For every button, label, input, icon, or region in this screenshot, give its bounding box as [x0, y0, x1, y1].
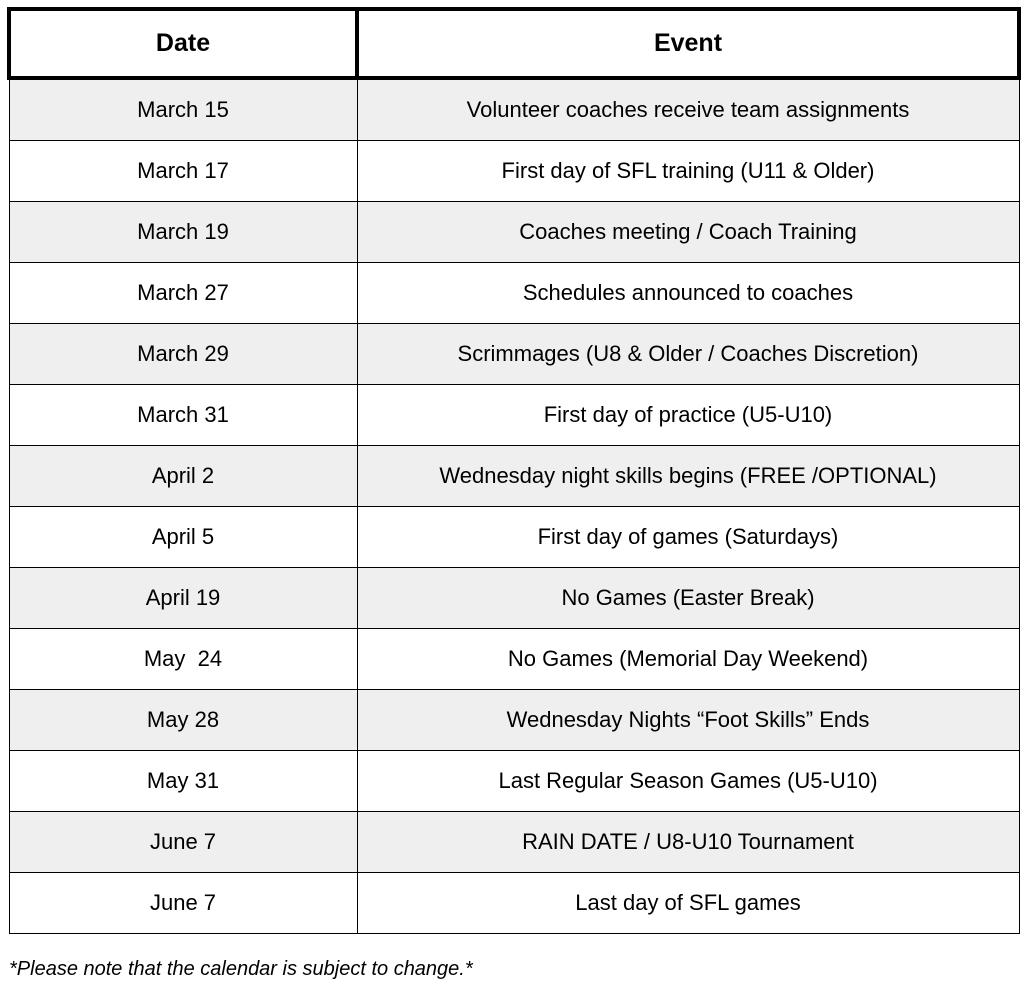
event-cell: Scrimmages (U8 & Older / Coaches Discretion) — [357, 324, 1019, 385]
date-cell: May 31 — [9, 751, 357, 812]
event-cell: Last day of SFL games — [357, 873, 1019, 934]
event-cell: First day of practice (U5-U10) — [357, 385, 1019, 446]
event-cell: Coaches meeting / Coach Training — [357, 202, 1019, 263]
date-cell: March 15 — [9, 78, 357, 141]
event-cell: First day of SFL training (U11 & Older) — [357, 141, 1019, 202]
event-cell: Wednesday night skills begins (FREE /OPTIONAL) — [357, 446, 1019, 507]
date-column-header: Date — [9, 9, 357, 78]
date-cell: March 19 — [9, 202, 357, 263]
table-row — [9, 690, 1019, 751]
event-cell: RAIN DATE / U8-U10 Tournament — [357, 812, 1019, 873]
date-cell: March 31 — [9, 385, 357, 446]
event-column-header: Event — [357, 9, 1019, 78]
event-cell: Wednesday Nights “Foot Skills” Ends — [357, 690, 1019, 751]
table-row — [9, 812, 1019, 873]
table-row — [9, 873, 1019, 934]
date-cell: April 2 — [9, 446, 357, 507]
footnote: *Please note that the calendar is subject to change.* — [9, 958, 473, 980]
date-cell: March 27 — [9, 263, 357, 324]
table-row — [9, 385, 1019, 446]
date-cell: April 19 — [9, 568, 357, 629]
table-header — [9, 9, 1019, 78]
table-row — [9, 751, 1019, 812]
date-cell: June 7 — [9, 812, 357, 873]
date-cell: June 7 — [9, 873, 357, 934]
event-cell: No Games (Memorial Day Weekend) — [357, 629, 1019, 690]
schedule-table — [7, 7, 1021, 934]
table-row — [9, 324, 1019, 385]
date-cell: March 29 — [9, 324, 357, 385]
date-cell: May 28 — [9, 690, 357, 751]
event-cell: Schedules announced to coaches — [357, 263, 1019, 324]
table-body — [9, 78, 1019, 934]
date-cell: May 24 — [9, 629, 357, 690]
table-row — [9, 568, 1019, 629]
date-cell: April 5 — [9, 507, 357, 568]
table-row — [9, 629, 1019, 690]
table-row — [9, 202, 1019, 263]
event-cell: First day of games (Saturdays) — [357, 507, 1019, 568]
event-cell: Last Regular Season Games (U5-U10) — [357, 751, 1019, 812]
date-cell: March 17 — [9, 141, 357, 202]
table-row — [9, 446, 1019, 507]
table-row — [9, 263, 1019, 324]
table-row — [9, 507, 1019, 568]
header-row — [9, 9, 1019, 78]
event-cell: No Games (Easter Break) — [357, 568, 1019, 629]
event-cell: Volunteer coaches receive team assignments — [357, 78, 1019, 141]
table-row — [9, 141, 1019, 202]
table-row — [9, 78, 1019, 141]
